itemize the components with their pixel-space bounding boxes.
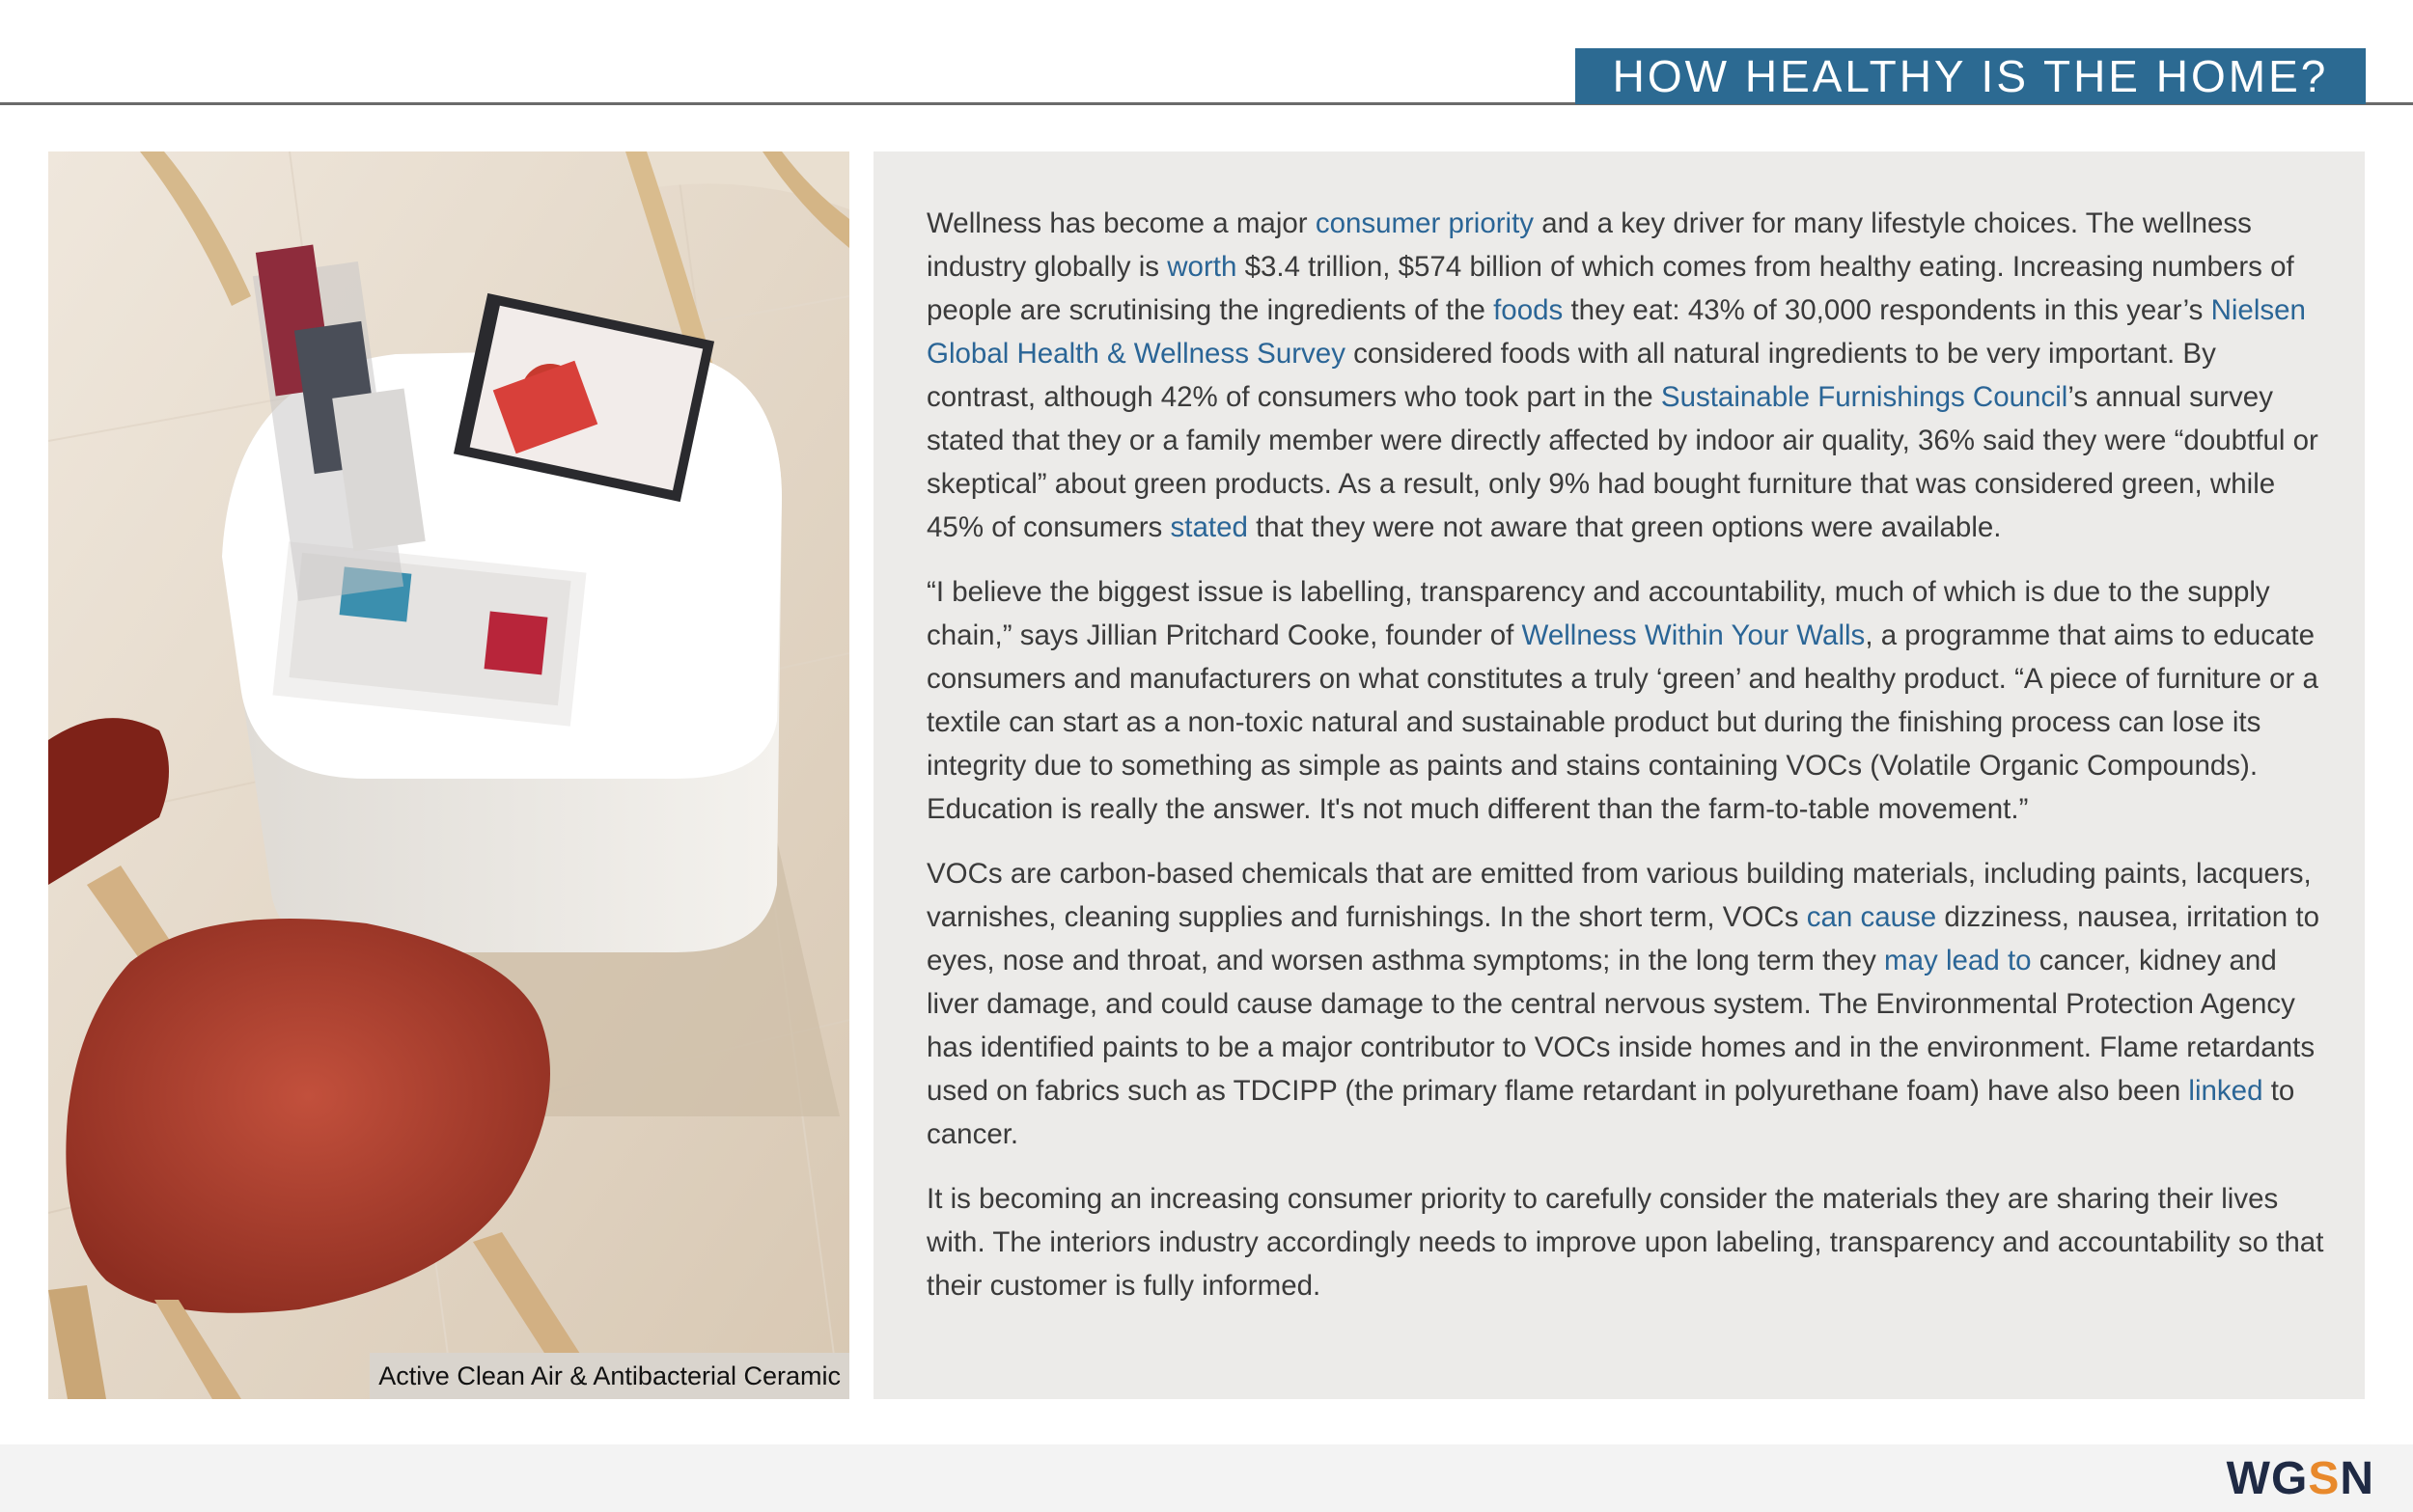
link-consumer-priority[interactable]: consumer priority — [1315, 207, 1535, 239]
link-foods[interactable]: foods — [1493, 294, 1564, 326]
text-span: VOCs are carbon-based chemicals that are emitted from various building materials, including paints, lacquers, varnishes, cleaning supplies and furnishings. In the short term, VOCs — [927, 858, 2312, 933]
logo-accent-letter: S — [2308, 1452, 2341, 1504]
text-span: to cancer. — [927, 1075, 2295, 1150]
text-span: “I believe the biggest issue is labelling, transparency and accountability, much of which is due to the supply chain,” says Jillian Pritchard Cooke, founder of — [927, 576, 2270, 651]
footer-bar — [0, 1444, 2413, 1512]
text-span: that they were not aware that green options were available. — [1247, 511, 2002, 543]
paragraph-1 — [927, 202, 2326, 549]
text-span: Wellness has become a major — [927, 207, 1316, 239]
text-span: considered foods with all natural ingredients to be very important. By contrast, although 42% of consumers who took part in the — [927, 338, 2216, 413]
link-wellness-within-your-walls[interactable]: Wellness Within Your Walls — [1521, 619, 1866, 651]
link-nielsen-survey[interactable]: Nielsen Global Health & Wellness Survey — [927, 294, 2306, 370]
text-span: and a key driver for many lifestyle choices. The wellness industry globally is — [927, 207, 2252, 283]
article-photo — [48, 151, 849, 1399]
image-caption: Active Clean Air & Antibacterial Ceramic — [370, 1353, 849, 1399]
link-worth[interactable]: worth — [1167, 251, 1237, 283]
text-span: , a programme that aims to educate consumers and manufacturers on what constitutes a truly ‘green’ and healthy product. “A piece of furniture or a textile can start as a non-toxic natural and sustainable product but during the finishing process can lose its integrity due to something as simple as paints and stains containing VOCs (Volatile Organic Compounds). Education is really the answer. It's not much different than the farm-to-table movement.” — [927, 619, 2318, 825]
link-can-cause[interactable]: can cause — [1806, 901, 1937, 933]
text-span: $3.4 trillion, $574 billion of which comes from healthy eating. Increasing numbers of people are scrutinising the ingredients of the — [927, 251, 2294, 326]
room-illustration — [48, 151, 849, 1399]
page-title: HOW HEALTHY IS THE HOME? — [1575, 48, 2366, 104]
paragraph-3 — [927, 852, 2326, 1156]
logo-text: N — [2340, 1452, 2374, 1504]
article-text-panel — [874, 151, 2365, 1399]
text-span: cancer, kidney and liver damage, and could cause damage to the central nervous system. The Environmental Protection Agency has identified paints to be a major contributor to VOCs inside homes and in the environment. Flame retardants used on fabrics such as TDCIPP (the primary flame retardant in polyurethane foam) have also been — [927, 945, 2316, 1107]
paragraph-4 — [927, 1177, 2326, 1307]
text-span: dizziness, nausea, irritation to eyes, nose and throat, and worsen asthma symptoms; in the long term they — [927, 901, 2319, 976]
paragraph-2 — [927, 570, 2326, 831]
link-may-lead-to[interactable]: may lead to — [1884, 945, 2032, 976]
wgsn-logo — [2227, 1450, 2374, 1506]
link-stated[interactable]: stated — [1170, 511, 1248, 543]
text-span: they eat: 43% of 30,000 respondents in this year’s — [1563, 294, 2211, 326]
text-span: ’s annual survey stated that they or a family member were directly affected by indoor air quality, 36% said they were “doubtful or skeptical” about green products. As a result, only 9% had bought furniture that was considered green, while 45% of consumers — [927, 381, 2318, 543]
logo-text: WG — [2226, 1452, 2309, 1504]
link-linked[interactable]: linked — [2188, 1075, 2263, 1107]
text-span: It is becoming an increasing consumer priority to carefully consider the materials they are sharing their lives with. The interiors industry accordingly needs to improve upon labeling, transparency and accountability so that their customer is fully informed. — [927, 1183, 2324, 1302]
link-sustainable-furnishings-council[interactable]: Sustainable Furnishings Council — [1660, 381, 2068, 413]
